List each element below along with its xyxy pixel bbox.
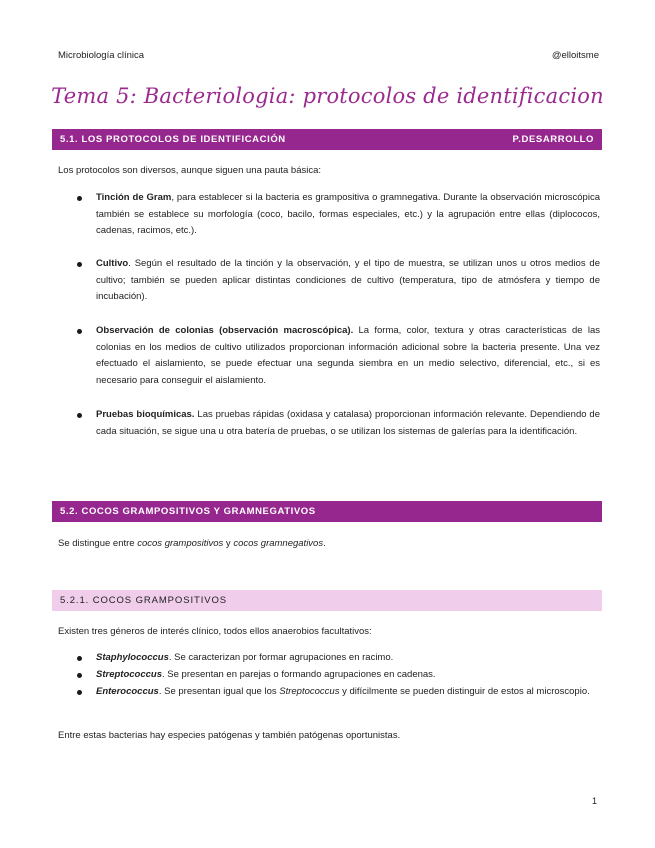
list-item-body: La forma, color, textura y otras características de las colonias en los medios de cultivo utilizados proporcionan información adicional sobre la bacteria presente. Una vez efectuado el aislamiento, se puede efectuar una segunda siembra en un medio selectivo, diferencial, etc., si es necesario para conseguir el aislamiento. [96, 325, 600, 386]
page-title: Tema 5: Bacteriologia: protocolos de identificacion [51, 84, 604, 108]
list-item-term: Tinción de Gram [96, 192, 172, 203]
list-item [58, 684, 600, 701]
list-item-body: Las pruebas rápidas (oxidasa y catalasa) proporcionan información relevante. Dependiendo de cada situación, se sigue una u otra batería de pruebas, o se utilizan los sistemas de galerías para la identificación. [96, 409, 600, 437]
bullet-icon [77, 656, 82, 661]
subsection-heading-label: 5.2.1. COCOS GRAMPOSITIVOS [60, 595, 227, 606]
list-item [58, 190, 600, 240]
list-item-text [96, 407, 600, 440]
bullet-icon [77, 196, 82, 201]
list-item [58, 256, 600, 306]
page-number: 1 [591, 796, 597, 806]
intro-text: y [223, 538, 234, 549]
bullet-icon [77, 262, 82, 267]
list-item-body: . Se caracterizan por formar agrupaciones en racimo. [168, 652, 394, 663]
section-intro [58, 536, 600, 552]
section-tag: P.DESARROLLO [512, 134, 594, 145]
list-item [58, 667, 600, 684]
list-item-body: . Se presentan igual que los [158, 686, 280, 697]
closing-text: Entre estas bacterias hay especies patógenas y también patógenas oportunistas. [58, 730, 401, 741]
intro-term: cocos gramnegativos [233, 538, 324, 549]
header-subject: Microbiología clínica [58, 50, 145, 61]
bullet-icon [77, 413, 82, 418]
list-item-body: . Según el resultado de la tinción y la observación, y el tipo de muestra, se utilizan unos u otros medios de cultivo; también se pueden aplicar distintas condiciones de cultivo (temperatura, tipo de atmósfera y tiempo de incubación). [96, 258, 600, 302]
section-heading-5-1 [52, 129, 602, 150]
header-author: @elloitsme [551, 50, 599, 61]
list-item-body: , para establecer si la bacteria es grampositiva o gramnegativa. Durante la observación microscópica también se establece su morfología (coco, bacilo, formas especiales, etc.) y la agrupación entre ellas (diplococos, cadenas, racimos, etc.). [96, 192, 600, 236]
section-heading-5-2 [52, 501, 602, 522]
list-item-term: Observación de colonias (observación macroscópica). [96, 325, 354, 336]
list-item-text [96, 684, 600, 701]
list-item-term: Staphylococcus [96, 652, 169, 663]
list-item-term: Pruebas bioquímicas. [96, 409, 195, 420]
intro-text: . [323, 538, 326, 549]
bullet-icon [77, 673, 82, 678]
list-item-body-term: Streptococcus [279, 686, 340, 697]
list-item-text [96, 190, 600, 240]
list-item [58, 323, 600, 389]
list-item-term: Enterococcus [96, 686, 159, 697]
list-item-text [96, 667, 600, 684]
section-heading-label: 5.1. LOS PROTOCOLOS DE IDENTIFICACIÓN [60, 134, 286, 145]
list-item-term: Streptococcus [96, 669, 162, 680]
intro-term: cocos grampositivos [137, 538, 224, 549]
list-item-term: Cultivo [96, 258, 129, 269]
list-item-text [96, 256, 600, 306]
section-heading-label: 5.2. COCOS GRAMPOSITIVOS Y GRAMNEGATIVOS [60, 506, 316, 517]
list-item-body: . Se presentan en parejas o formando agrupaciones en cadenas. [162, 669, 436, 680]
list-item-body: y difícilmente se pueden distinguir de estos al microscopio. [339, 686, 590, 697]
subsection-intro: Existen tres géneros de interés clínico, todos ellos anaerobios facultativos: [58, 626, 372, 637]
subsection-heading-5-2-1 [52, 590, 602, 611]
list-item [58, 407, 600, 440]
bullet-icon [77, 329, 82, 334]
list-item-text [96, 650, 600, 667]
section-intro: Los protocolos son diversos, aunque siguen una pauta básica: [58, 165, 322, 176]
list-item [58, 650, 600, 667]
intro-text: Se distingue entre [58, 538, 138, 549]
bullet-icon [77, 690, 82, 695]
list-item-text [96, 323, 600, 389]
